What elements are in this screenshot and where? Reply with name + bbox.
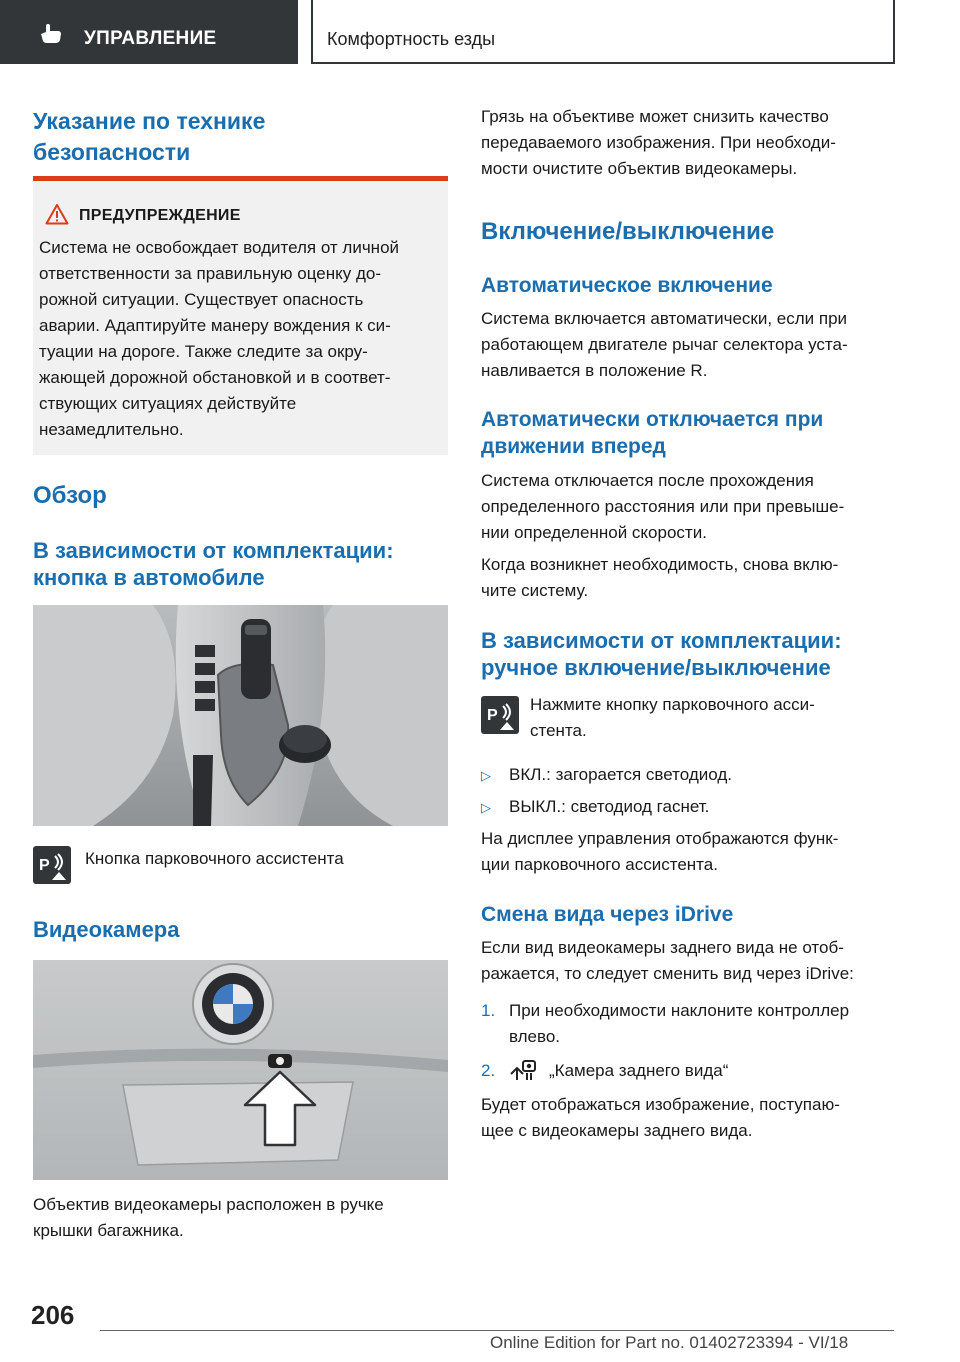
footer-divider: [100, 1330, 894, 1331]
button-caption: Кнопка парковочного ассистента: [85, 849, 344, 868]
warning-text: [39, 235, 444, 443]
auto-on-title: Автоматическое включение: [481, 274, 773, 297]
text-line: чите систему.: [481, 581, 589, 600]
topic-label: Комфортность езды: [327, 29, 496, 49]
text-line: ражается, то следует сменить вид через iDrive:: [481, 964, 854, 983]
step-number: 1.: [481, 1001, 496, 1020]
warning-triangle-icon: [45, 203, 69, 225]
camera-caption-line: Объектив видеокамеры расположен в ручке: [33, 1195, 384, 1214]
text-line: Когда возникнет необходимость, снова вклю-: [481, 555, 839, 574]
text-line: влево.: [509, 1027, 561, 1046]
step-text: „Камера заднего вида“: [549, 1061, 729, 1080]
triangle-bullet-icon: ▷: [481, 800, 491, 815]
button-caption-row: [33, 846, 448, 890]
onoff-title: Включение/выключение: [481, 218, 775, 245]
text-line: навливается в положение R.: [481, 361, 708, 380]
center-console-photo: [33, 605, 448, 826]
manual-title-line-2: ручное включение/выключение: [481, 655, 831, 680]
need-paragraph: [481, 552, 899, 604]
text-line: Будет отображаться изображение, поступаю-: [481, 1095, 840, 1114]
camera-caption-line: крышки багажника.: [33, 1221, 184, 1240]
text-line: Система отключается после прохождения: [481, 471, 814, 490]
text-line: ции парковочного ассистента.: [481, 855, 718, 874]
step-number: 2.: [481, 1061, 496, 1080]
text-line: На дисплее управления отображаются функ-: [481, 829, 839, 848]
bullet-text: ВЫКЛ.: светодиод гаснет.: [509, 797, 710, 816]
bullet-text: ВКЛ.: загорается светодиод.: [509, 765, 732, 784]
rear-camera-view-icon: [509, 1058, 539, 1082]
text-line: щее с видеокамеры заднего вида.: [481, 1121, 753, 1140]
text-line: При необходимости наклоните контроллер: [509, 1001, 850, 1020]
safety-title-line-1: Указание по технике: [33, 108, 266, 134]
idrive-title: Смена вида через iDrive: [481, 903, 734, 926]
text-line: работающем двигателе рычаг селектора уста-: [481, 335, 848, 354]
warning-line: незамедлительно.: [39, 420, 184, 439]
dirt-paragraph: [481, 104, 899, 182]
auto-on-paragraph: [481, 306, 899, 384]
auto-off-title-line-1: Автоматически отключается при: [481, 408, 824, 431]
svg-text:P: P: [39, 857, 50, 874]
warning-line: рожной ситуации. Существует опасность: [39, 290, 364, 309]
display-paragraph: [481, 826, 899, 878]
chapter-label: УПРАВЛЕНИЕ: [84, 28, 217, 49]
equipment-title-line-2: кнопка в автомобиле: [33, 565, 265, 590]
svg-text:P: P: [487, 707, 498, 724]
warning-box: [33, 176, 448, 455]
warning-line: ствующих ситуациях действуйте: [39, 394, 297, 413]
auto-off-paragraph: [481, 468, 899, 546]
text-line: Система включается автоматически, если при: [481, 309, 848, 328]
camera-title: Видеокамера: [33, 917, 180, 942]
equipment-title-line-1: В зависимости от комплектации:: [33, 538, 394, 563]
text-line: мости очистите объектив видеокамеры.: [481, 159, 798, 178]
press-paragraph: [530, 692, 900, 744]
text-line: Грязь на объективе может снизить качество: [481, 107, 829, 126]
text-line: стента.: [530, 721, 587, 740]
park-assist-button-icon: [33, 846, 71, 884]
manual-title-line-1: В зависимости от комплектации:: [481, 628, 842, 653]
step-2: [481, 1058, 899, 1086]
warning-line: аварии. Адаптируйте манеру вождения к си-: [39, 316, 391, 335]
trunk-camera-photo: [33, 960, 448, 1180]
safety-title-line-2: безопасности: [33, 139, 191, 165]
warning-title: ПРЕДУПРЕЖДЕНИЕ: [79, 207, 241, 224]
step-text: [509, 998, 899, 1050]
edition-note: Online Edition for Part no. 01402723394 - VI/18: [490, 1333, 849, 1352]
camera-caption: [33, 1192, 448, 1244]
overview-title: Обзор: [33, 482, 107, 509]
warning-line: туации на дороге. Также следите за окру-: [39, 342, 368, 361]
step-1: [481, 998, 899, 1050]
final-paragraph: [481, 1092, 899, 1144]
steering-hand-icon: [38, 22, 64, 44]
warning-line: Система не освобождает водителя от личной: [39, 238, 400, 257]
park-assist-button-icon: [481, 696, 519, 734]
page-number: 206: [31, 1300, 75, 1330]
text-line: Если вид видеокамеры заднего вида не отоб-: [481, 938, 844, 957]
warning-line: ответственности за правильную оценку до-: [39, 264, 381, 283]
warning-line: жающей дорожной обстановкой и в соответ-: [39, 368, 391, 387]
text-line: передаваемого изображения. При необходи-: [481, 133, 836, 152]
triangle-bullet-icon: ▷: [481, 768, 491, 783]
chapter-tab: [0, 0, 298, 64]
idrive-paragraph: [481, 935, 899, 987]
text-line: нии определенной скорости.: [481, 523, 707, 542]
text-line: Нажмите кнопку парковочного асси-: [530, 695, 815, 714]
text-line: определенного расстояния или при превыше-: [481, 497, 845, 516]
topic-tab: [311, 0, 895, 64]
auto-off-title-line-2: движении вперед: [481, 435, 666, 458]
